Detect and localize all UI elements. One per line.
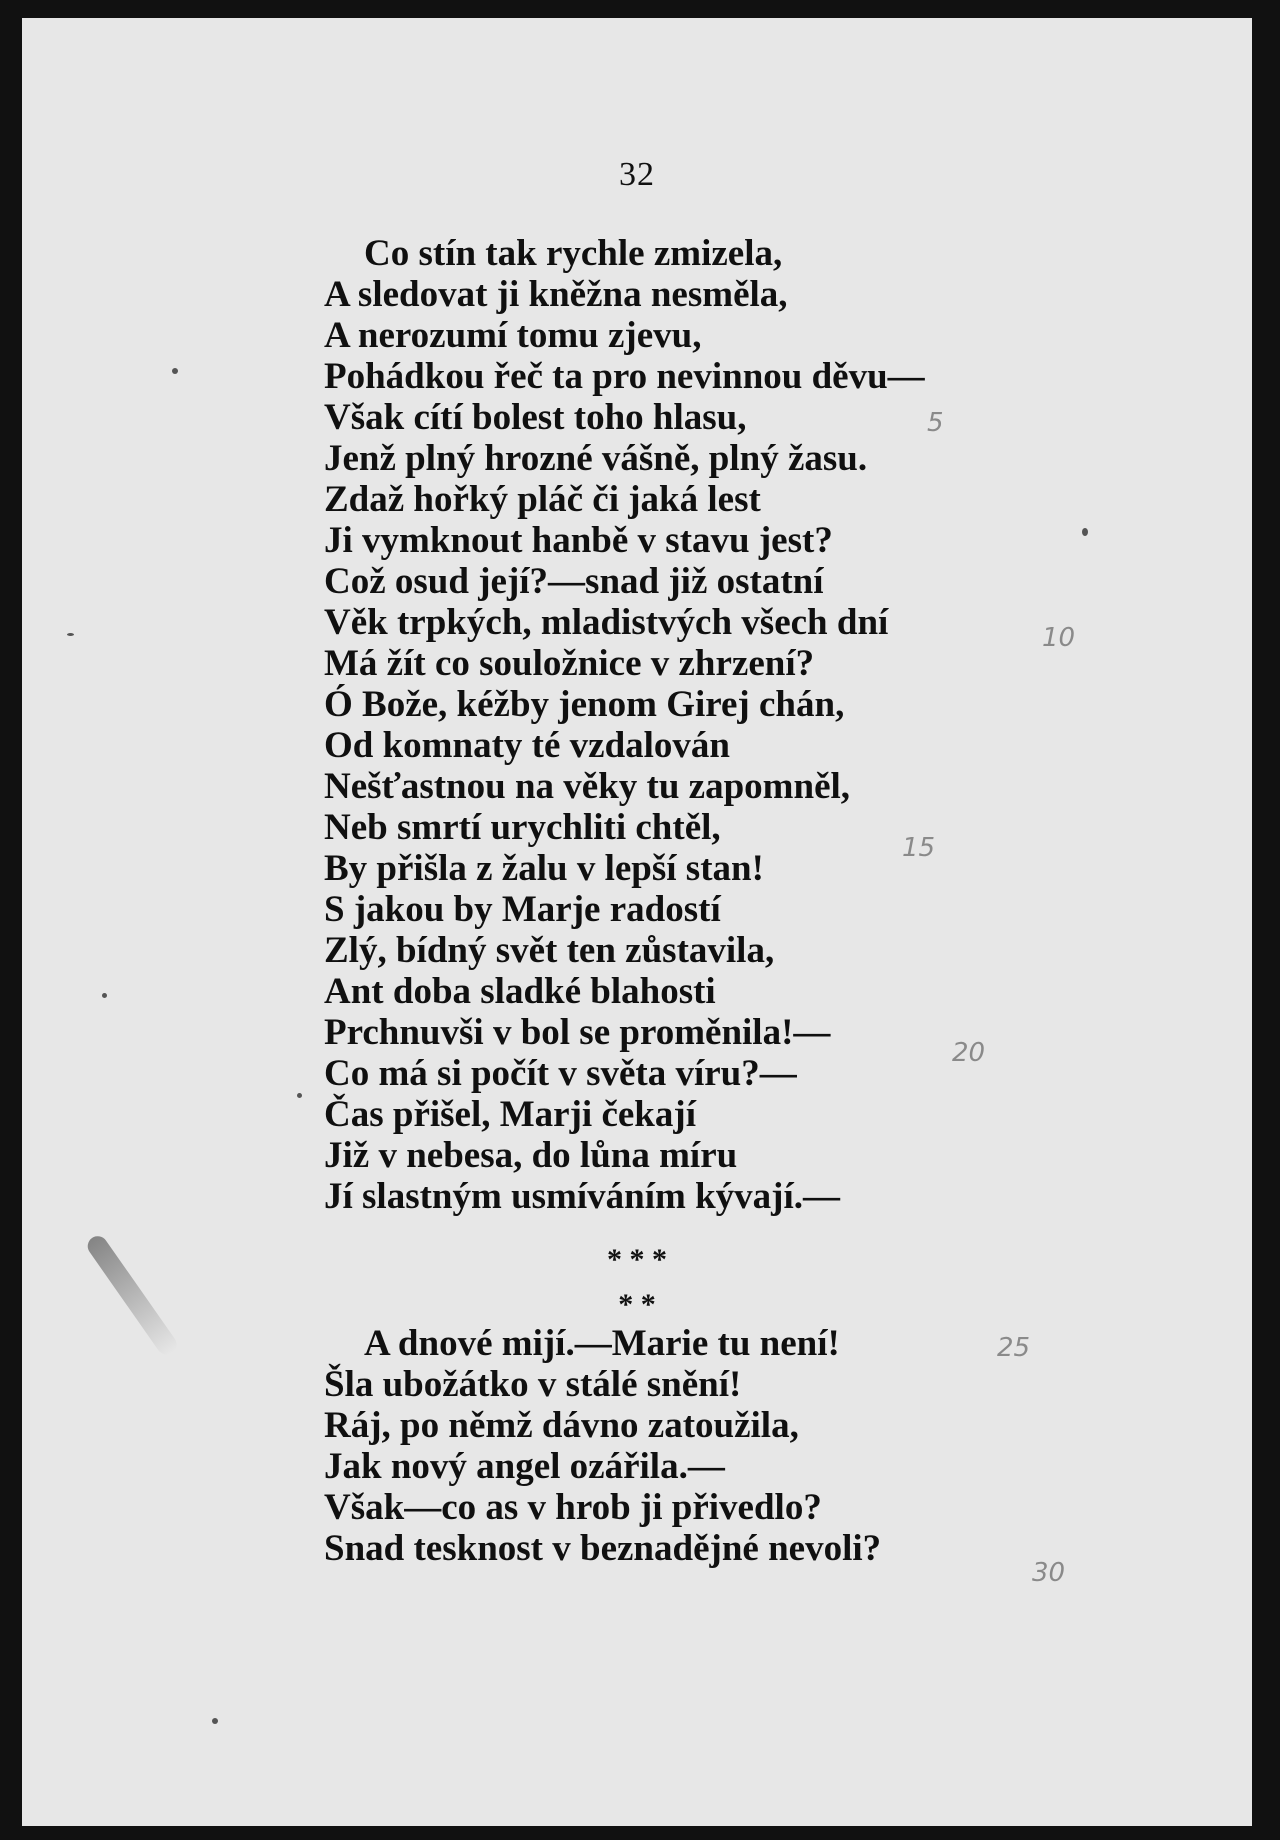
- margin-note-15: 15: [902, 833, 936, 863]
- verse-line: Však cítí bolest toho hlasu,: [324, 397, 747, 438]
- margin-note-25: 25: [997, 1333, 1031, 1363]
- verse-line: Má žít co souložnice v zhrzení?: [324, 643, 815, 684]
- verse-line: Již v nebesa, do lůna míru: [324, 1135, 738, 1176]
- stanza-2: [324, 1323, 1084, 1569]
- paper-speck: [1082, 528, 1088, 536]
- section-separator-top: * * *: [607, 1243, 667, 1276]
- paper-speck: [297, 1093, 302, 1098]
- section-separator-bottom: * *: [618, 1288, 656, 1321]
- paper-speck: [212, 1718, 218, 1724]
- margin-note-20: 20: [952, 1038, 986, 1068]
- verse-line: A dnové mijí.—Marie tu není!: [364, 1323, 840, 1364]
- verse-line: Neb smrtí urychliti chtěl,: [324, 807, 721, 848]
- verse-line: Ji vymknout hanbě v stavu jest?: [324, 520, 833, 561]
- verse-line: Jak nový angel ozářila.—: [324, 1446, 725, 1487]
- verse-line: A nerozumí tomu zjevu,: [324, 315, 702, 356]
- verse-line: Co má si počít v světa víru?—: [324, 1053, 797, 1094]
- verse-line: S jakou by Marje radostí: [324, 889, 721, 930]
- page-number: 32: [619, 156, 655, 193]
- verse-line: Však—co as v hrob ji přivedlo?: [324, 1487, 822, 1528]
- verse-line: Prchnuvši v bol se proměnila!—: [324, 1012, 831, 1053]
- verse-line: Ráj, po němž dávno zatoužila,: [324, 1405, 799, 1446]
- margin-note-5: 5: [927, 408, 944, 438]
- verse-line: Šla ubožátko v stálé snění!: [324, 1364, 742, 1405]
- margin-note-30: 30: [1032, 1558, 1066, 1588]
- verse-line: By přišla z žalu v lepší stan!: [324, 848, 764, 889]
- verse-line: Čas přišel, Marji čekají: [324, 1094, 696, 1135]
- margin-note-10: 10: [1042, 623, 1076, 653]
- verse-line: Ó Bože, kéžby jenom Girej chán,: [324, 684, 845, 725]
- verse-line: Věk trpkých, mladistvých všech dní: [324, 602, 889, 643]
- stanza-1: [324, 233, 1084, 1217]
- paper-speck: [102, 993, 107, 998]
- paper-speck: [67, 633, 74, 636]
- verse-line: Zdaž hořký pláč či jaká lest: [324, 479, 761, 520]
- verse-line: Jí slastným usmíváním kývají.—: [324, 1176, 841, 1217]
- verse-line: Což osud její?—snad již ostatní: [324, 561, 824, 602]
- verse-line: Od komnaty té vzdalován: [324, 725, 731, 766]
- verse-line: Co stín tak rychle zmizela,: [364, 233, 783, 274]
- verse-line: Ant doba sladké blahosti: [324, 971, 716, 1012]
- verse-line: Pohádkou řeč ta pro nevinnou děvu—: [324, 356, 925, 397]
- book-page: [22, 18, 1252, 1826]
- verse-line: Zlý, bídný svět ten zůstavila,: [324, 930, 775, 971]
- verse-line: Snad tesknost v beznadějné nevoli?: [324, 1528, 882, 1569]
- verse-line: A sledovat ji kněžna nesměla,: [324, 274, 788, 315]
- verse-line: Nešťastnou na věky tu zapomněl,: [324, 766, 851, 807]
- verse-line: Jenž plný hrozné vášně, plný žasu.: [324, 438, 868, 479]
- paper-speck: [172, 368, 178, 374]
